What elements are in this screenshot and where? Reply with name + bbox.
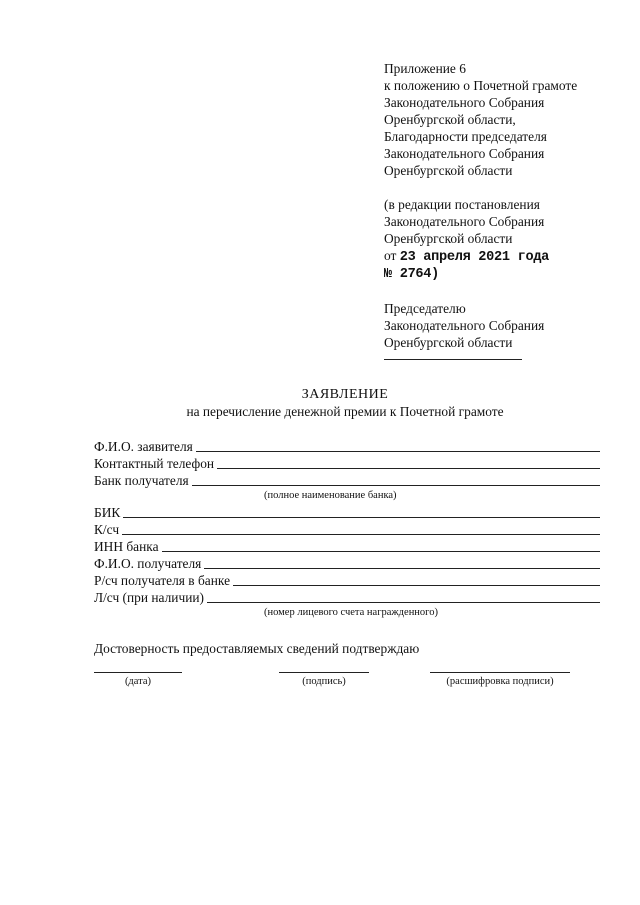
edition-date: 23 апреля 2021 года	[399, 250, 550, 265]
document-title: ЗАЯВЛЕНИЕ	[301, 387, 389, 402]
edition-line: (в редакции постановления	[384, 197, 540, 212]
field-label: Р/сч получателя в банке	[94, 573, 231, 588]
edition-date-line	[384, 247, 624, 266]
date-line[interactable]	[94, 672, 182, 673]
signature-block[interactable]	[279, 672, 369, 687]
field-label: Контактный телефон	[94, 456, 215, 471]
signature-line[interactable]	[279, 672, 369, 673]
document-subtitle: на перечисление денежной премии к Почетной грамоте	[186, 404, 504, 419]
decoding-signature-block[interactable]	[430, 672, 570, 687]
field-recipient-bank[interactable]	[94, 472, 600, 489]
field-label: Ф.И.О. получателя	[94, 556, 202, 571]
field-bik[interactable]	[94, 504, 600, 521]
annex-line: Приложение 6	[384, 61, 466, 76]
decoding-caption: (расшифровка подписи)	[446, 676, 554, 687]
input-line[interactable]	[217, 468, 600, 469]
annex-block	[384, 60, 624, 360]
signature-caption: (подпись)	[302, 676, 346, 687]
edition-date-prefix: от	[384, 248, 397, 263]
field-label: Л/сч (при наличии)	[94, 590, 204, 605]
annex-line: Законодательного Собрания	[384, 95, 545, 110]
input-line[interactable]	[207, 602, 600, 603]
field-label: ИНН банка	[94, 539, 159, 554]
date-caption: (дата)	[124, 676, 152, 687]
annex-line: к положению о Почетной грамоте	[384, 78, 578, 93]
input-line[interactable]	[123, 517, 600, 518]
field-recipient-name[interactable]	[94, 555, 600, 572]
decoding-line[interactable]	[430, 672, 570, 673]
bank-hint: (полное наименование банка)	[264, 490, 397, 501]
edition-number: № 2764)	[384, 267, 440, 282]
field-recipient-account[interactable]	[94, 572, 600, 589]
field-label: БИК	[94, 505, 121, 520]
field-personal-account[interactable]	[94, 589, 600, 606]
field-label: Ф.И.О. заявителя	[94, 439, 193, 454]
addressee-line: Оренбургской области	[384, 335, 513, 350]
input-line[interactable]	[122, 534, 600, 535]
annex-line: Благодарности председателя	[384, 129, 547, 144]
input-line[interactable]	[192, 485, 600, 486]
field-applicant-name[interactable]	[94, 438, 600, 455]
field-bank-inn[interactable]	[94, 538, 600, 555]
input-line[interactable]	[196, 451, 600, 452]
personal-account-hint: (номер лицевого счета награжденного)	[264, 607, 438, 618]
annex-line: Оренбургской области,	[384, 112, 516, 127]
confirmation-text: Достоверность предоставляемых сведений подтверждаю	[94, 641, 420, 656]
input-line[interactable]	[204, 568, 600, 569]
annex-line: Законодательного Собрания	[384, 146, 545, 161]
date-signature-block[interactable]	[94, 672, 182, 687]
edition-line: Законодательного Собрания	[384, 214, 545, 229]
field-corr-account[interactable]	[94, 521, 600, 538]
input-line[interactable]	[233, 585, 600, 586]
annex-line: Оренбургской области	[384, 163, 513, 178]
field-label: Банк получателя	[94, 473, 189, 488]
addressee-blank-line[interactable]	[384, 359, 522, 360]
input-line[interactable]	[162, 551, 600, 552]
addressee-line: Председателю	[384, 301, 466, 316]
application-form	[94, 438, 600, 621]
addressee-line: Законодательного Собрания	[384, 318, 545, 333]
field-label: К/сч	[94, 522, 120, 537]
field-phone[interactable]	[94, 455, 600, 472]
edition-line: Оренбургской области	[384, 231, 513, 246]
